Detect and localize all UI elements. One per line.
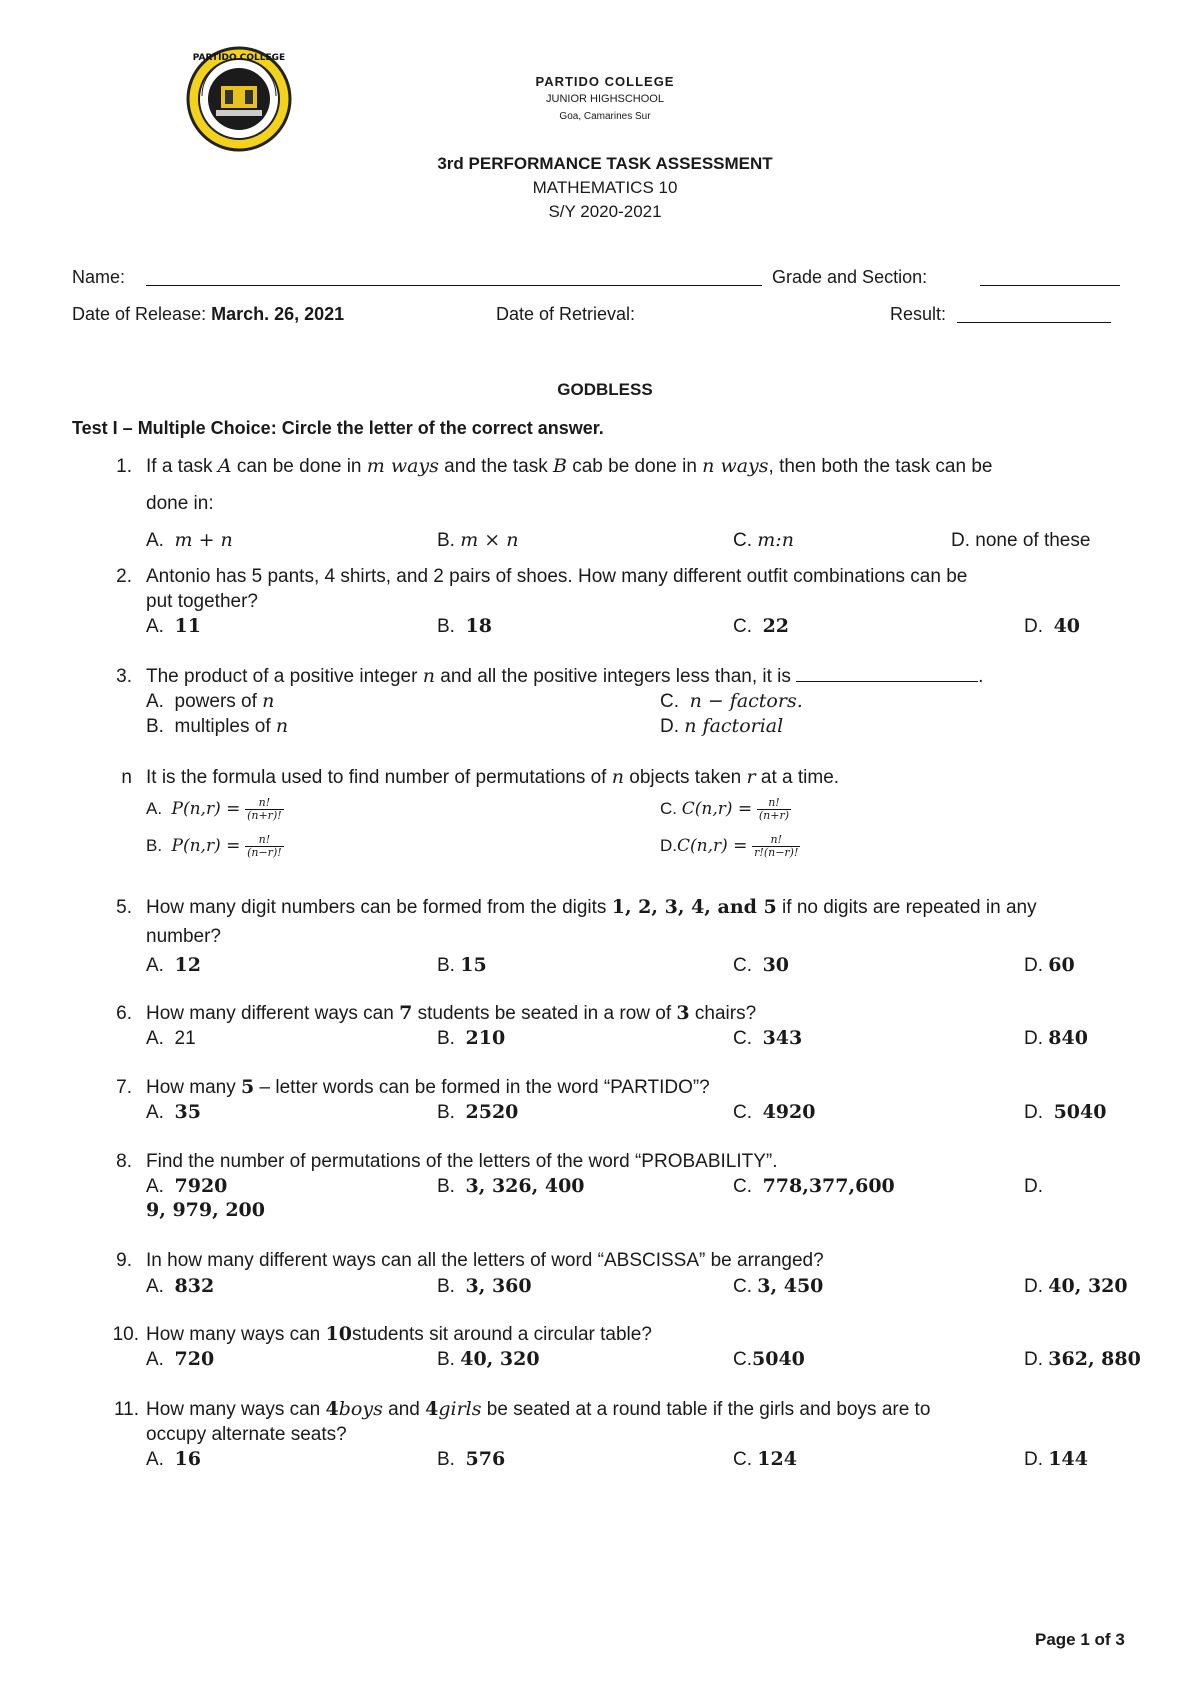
result-label: Result:	[890, 304, 947, 324]
fraction: $\frac{n!}{(n+r)}$	[758, 796, 790, 823]
release-date	[72, 304, 344, 325]
q6-option-c[interactable]: C. 343	[733, 1027, 803, 1049]
assessment-title: 3rd PERFORMANCE TASK ASSESSMENT	[437, 154, 773, 173]
seal-text: PARTIDO COLLEGE	[192, 53, 286, 63]
fraction: $\frac{n!}{(n-r)!}$	[247, 833, 282, 860]
question-number: 6.	[116, 1003, 132, 1024]
school-year: S/Y 2020-2021	[548, 202, 662, 221]
q9-option-d[interactable]: D. 40, 320	[1024, 1275, 1128, 1297]
question-number: 7.	[116, 1077, 132, 1098]
q10-option-b[interactable]: B. 40, 320	[437, 1348, 540, 1370]
page-number: Page 1 of 3	[1035, 1630, 1125, 1649]
q6-option-a[interactable]: A. 21	[146, 1028, 196, 1049]
q2-option-b[interactable]: B. 18	[437, 615, 492, 637]
q6-option-b[interactable]: B. 210	[437, 1027, 506, 1049]
grade-section-field[interactable]	[980, 285, 1120, 286]
q4-option-a[interactable]: A. P(n,r) = $\frac{n!}{(n+r)!}$	[146, 796, 282, 823]
question-4-text: It is the formula used to find number of permutations of n objects taken r at a time.	[146, 766, 840, 788]
question-9-text: In how many different ways can all the letters of word “ABSCISSA” be arranged?	[146, 1250, 824, 1271]
question-1-text: If a task A can be done in m ways and the task B cab be done in n ways, then both the task can be	[146, 455, 993, 477]
school-name: PARTIDO COLLEGE	[535, 74, 675, 89]
fraction: $\frac{n!}{r!(n-r)!}$	[754, 833, 799, 860]
q8-option-d-value: 9, 979, 200	[146, 1199, 266, 1221]
question-number: 8.	[116, 1151, 132, 1172]
retrieval-label: Date of Retrieval:	[496, 304, 636, 324]
test-heading: Test I – Multiple Choice: Circle the letter of the correct answer.	[72, 418, 604, 438]
question-number: 2.	[116, 566, 132, 587]
question-8-text: Find the number of permutations of the letters of the word “PROBABILITY”.	[146, 1151, 778, 1172]
question-7-text: How many 5 – letter words can be formed in the word “PARTIDO”?	[146, 1076, 710, 1098]
q2-option-c[interactable]: C. 22	[733, 615, 790, 637]
question-3-text: The product of a positive integer n and all the positive integers less than, it is .	[146, 665, 984, 687]
question-number: n	[121, 767, 132, 788]
school-location: Goa, Camarines Sur	[559, 111, 651, 122]
q8-option-b[interactable]: B. 3, 326, 400	[437, 1175, 585, 1197]
release-label: Date of Release:	[72, 304, 207, 324]
q7-option-c[interactable]: C. 4920	[733, 1101, 816, 1123]
q9-option-b[interactable]: B. 3, 360	[437, 1275, 532, 1297]
question-1-text-line2: done in:	[146, 493, 214, 514]
q7-option-a[interactable]: A. 35	[146, 1101, 201, 1123]
q4-option-b[interactable]: B. P(n,r) = $\frac{n!}{(n-r)!}$	[146, 833, 282, 860]
q1-option-c[interactable]: C. m:n	[733, 529, 794, 551]
q10-option-a[interactable]: A. 720	[146, 1348, 215, 1370]
fraction: $\frac{n!}{(n+r)!}$	[247, 796, 282, 823]
q8-option-c[interactable]: C. 778,377,600	[733, 1175, 895, 1197]
name-field[interactable]	[146, 285, 762, 286]
q3-option-c[interactable]: C. n − factors.	[660, 690, 803, 712]
question-10-text: How many ways can 10students sit around a circular table?	[146, 1323, 652, 1345]
q7-option-b[interactable]: B. 2520	[437, 1101, 519, 1123]
question-number: 11.	[113, 1399, 139, 1420]
q8-option-a[interactable]: A. 7920	[146, 1175, 228, 1197]
question-number: 9.	[116, 1250, 132, 1271]
q5-option-c[interactable]: C. 30	[733, 954, 790, 976]
q5-option-b[interactable]: B. 15	[437, 954, 487, 976]
question-number: 5.	[116, 897, 132, 918]
q6-option-d[interactable]: D. 840	[1024, 1027, 1088, 1049]
q8-option-d[interactable]: D.	[1024, 1176, 1043, 1197]
q1-option-a[interactable]: A. m + n	[146, 529, 233, 551]
q1-option-d[interactable]: D. none of these	[951, 530, 1091, 551]
q9-option-a[interactable]: A. 832	[146, 1275, 215, 1297]
q2-option-d[interactable]: D. 40	[1024, 615, 1081, 637]
question-2-text-line2: put together?	[146, 591, 258, 612]
question-number: 3.	[116, 666, 132, 687]
q4-option-d[interactable]: D.C(n,r) = $\frac{n!}{r!(n-r)!}$	[660, 833, 799, 860]
release-value: March. 26, 2021	[211, 304, 345, 324]
question-2-text: Antonio has 5 pants, 4 shirts, and 2 pairs of shoes. How many different outfit combinations can be	[146, 566, 968, 587]
name-label: Name:	[72, 267, 126, 287]
question-11-text-line2: occupy alternate seats?	[146, 1424, 347, 1445]
subject: MATHEMATICS 10	[532, 178, 678, 197]
q1-option-b[interactable]: B. m × n	[437, 529, 519, 551]
question-5-text-line2: number?	[146, 926, 221, 947]
q10-option-d[interactable]: D. 362, 880	[1024, 1348, 1141, 1370]
greeting: GODBLESS	[557, 380, 653, 399]
q11-option-d[interactable]: D. 144	[1024, 1448, 1088, 1470]
q11-option-b[interactable]: B. 576	[437, 1448, 506, 1470]
q9-option-c[interactable]: C. 3, 450	[733, 1275, 824, 1297]
result-field[interactable]	[957, 322, 1111, 323]
department: JUNIOR HIGHSCHOOL	[546, 93, 664, 105]
q10-option-c[interactable]: C.5040	[733, 1348, 805, 1370]
q11-option-c[interactable]: C. 124	[733, 1448, 797, 1470]
q5-option-a[interactable]: A. 12	[146, 954, 201, 976]
q3-option-b[interactable]: B. multiples of n	[146, 715, 289, 737]
q11-option-a[interactable]: A. 16	[146, 1448, 201, 1470]
q3-option-a[interactable]: A. powers of n	[146, 690, 275, 712]
question-11-text: How many ways can 4boys and 4girls be seated at a round table if the girls and boys are to	[146, 1398, 931, 1420]
q7-option-d[interactable]: D. 5040	[1024, 1101, 1107, 1123]
question-6-text: How many different ways can 7 students be seated in a row of 3 chairs?	[146, 1002, 757, 1024]
q4-option-c[interactable]: C. C(n,r) = $\frac{n!}{(n+r)}$	[660, 796, 790, 823]
q2-option-a[interactable]: A. 11	[146, 615, 201, 637]
q5-option-d[interactable]: D. 60	[1024, 954, 1075, 976]
q3-option-d[interactable]: D. n factorial	[660, 715, 784, 737]
grade-section-label: Grade and Section:	[772, 267, 928, 287]
question-number: 1.	[116, 456, 132, 477]
question-number: 10.	[112, 1324, 139, 1345]
question-5-text: How many digit numbers can be formed from the digits 1, 2, 3, 4, and 5 if no digits are repeated in any	[146, 896, 1037, 918]
